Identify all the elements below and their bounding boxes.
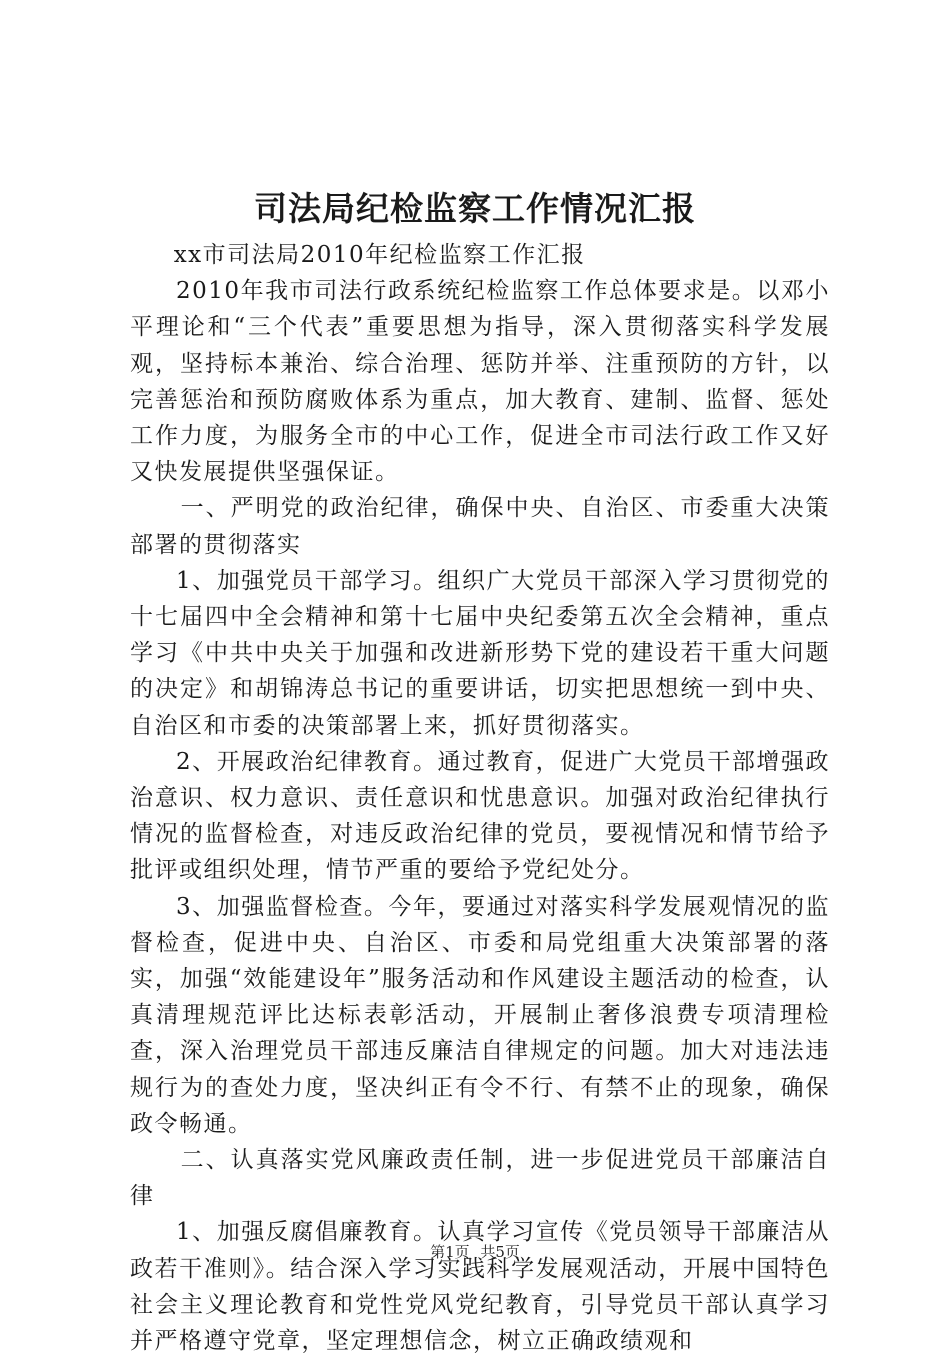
page-footer (0, 1240, 950, 1264)
document-title: 司法局纪检监察工作情况汇报 (254, 189, 696, 228)
document-subtitle: xx市司法局2010年纪检监察工作汇报 (173, 242, 586, 268)
paragraph-item: 2、开展政治纪律教育。通过教育，促进广大党员干部增强政治意识、权力意识、责任意识和忧患意识。加强对政治纪律执行情况的监督检查，对违反政治纪律的党员，要视情况和情节给予批评或组织处理，情节严重的要给予党纪处分。 (130, 748, 830, 884)
paragraph-item: 1、加强党员干部学习。组织广大党员干部深入学习贯彻党的十七届四中全会精神和第十七届中央纪委第五次全会精神，重点学习《中共中央关于加强和改进新形势下党的建设若干重大问题的决定》和胡锦涛总书记的重要讲话，切实把思想统一到中央、自治区和市委的决策部署上来，抓好贯彻落实。 (130, 567, 830, 739)
paragraph-intro: 2010年我市司法行政系统纪检监察工作总体要求是。以邓小平理论和“三个代表”重要思想为指导，深入贯彻落实科学发展观，坚持标本兼治、综合治理、惩防并举、注重预防的方针，以完善惩治和预防腐败体系为重点，加大教育、建制、监督、惩处工作力度，为服务全市的中心工作，促进全市司法行政工作又好又快发展提供坚强保证。 (130, 278, 830, 486)
section-heading-2: 二、认真落实党风廉政责任制，进一步促进党员干部廉洁自律 (130, 1147, 830, 1210)
section-heading-1: 一、严明党的政治纪律，确保中央、自治区、市委重大决策部署的贯彻落实 (130, 495, 830, 558)
document-body (130, 237, 830, 1359)
paragraph-item: 3、加强监督检查。今年，要通过对落实科学发展观情况的监督检查，促进中央、自治区、市委和局党组重大决策部署的落实，加强“效能建设年”服务活动和作风建设主题活动的检查，认真清理规范评比达标表彰活动，开展制止奢侈浪费专项清理检查，深入治理党员干部违反廉洁自律规定的问题。加大对违法违规行为的查处力度，坚决纠正有令不行、有禁不止的现象，确保政令畅通。 (130, 893, 830, 1137)
page-number: 第1页 (430, 1243, 470, 1261)
page-total: 共5页 (480, 1243, 520, 1261)
paragraph-item: 1、加强反腐倡廉教育。认真学习宣传《党员领导干部廉洁从政若干准则》。结合深入学习实践科学发展观活动，开展中国特色社会主义理论教育和党性党风党纪教育，引导党员干部认真学习并严格遵守党章，坚定理想信念，树立正确政绩观和 (130, 1219, 830, 1355)
